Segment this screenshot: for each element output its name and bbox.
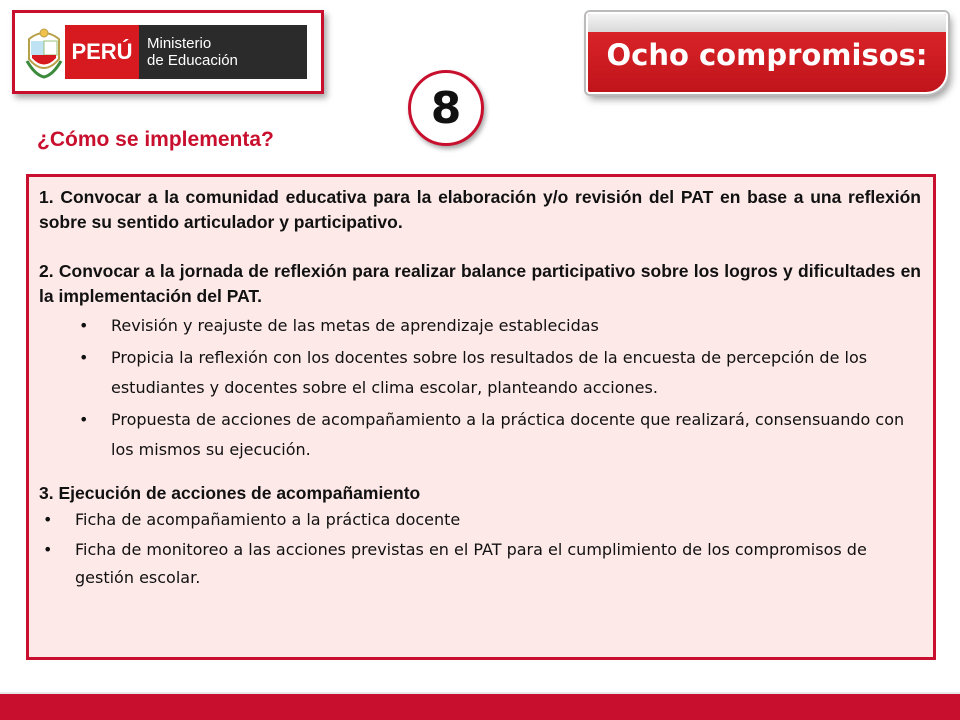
peru-coat-of-arms-icon xyxy=(25,25,63,79)
step-2-text: 2. Convocar a la jornada de reflexión para realizar balance participativo sobre los logros y dificultades en la implementación del PAT. xyxy=(39,261,921,306)
footer-band xyxy=(0,692,960,720)
step-3-text: 3. Ejecución de acciones de acompañamiento xyxy=(39,483,421,503)
ministry-line-1: Ministerio xyxy=(147,35,212,52)
slide-title-tab xyxy=(586,12,948,94)
list-item: • Revisión y reajuste de las metas de aprendizaje establecidas xyxy=(39,311,921,341)
peru-label: PERÚ xyxy=(65,25,139,79)
commitment-number-badge: 8 xyxy=(408,70,484,146)
list-item: • Propuesta de acciones de acompañamiento a la práctica docente que realizará, consensuando con los mismos su ejecución. xyxy=(39,405,921,465)
list-item: • Ficha de monitoreo a las acciones previstas en el PAT para el cumplimiento de los compromisos de gestión escolar. xyxy=(39,536,921,592)
step-2-bullet-list xyxy=(39,311,921,465)
content-box xyxy=(26,174,936,660)
ministry-logo xyxy=(12,10,324,94)
list-item: • Ficha de acompañamiento a la práctica docente xyxy=(39,506,921,534)
section-question: ¿Cómo se implementa? xyxy=(37,128,274,151)
slide-title: Ocho compromisos: xyxy=(606,38,928,72)
ministry-line-2: de Educación xyxy=(147,52,238,69)
step-1-text: 1. Convocar a la comunidad educativa para la elaboración y/o revisión del PAT en base a una reflexión sobre su sentido articulador y participativo. xyxy=(39,187,921,232)
step-3-bullet-list xyxy=(39,506,921,592)
ministry-name xyxy=(139,25,307,79)
list-item: • Propicia la reflexión con los docentes sobre los resultados de la encuesta de percepción de los estudiantes y docentes sobre el clima escolar, planteando acciones. xyxy=(39,343,921,403)
